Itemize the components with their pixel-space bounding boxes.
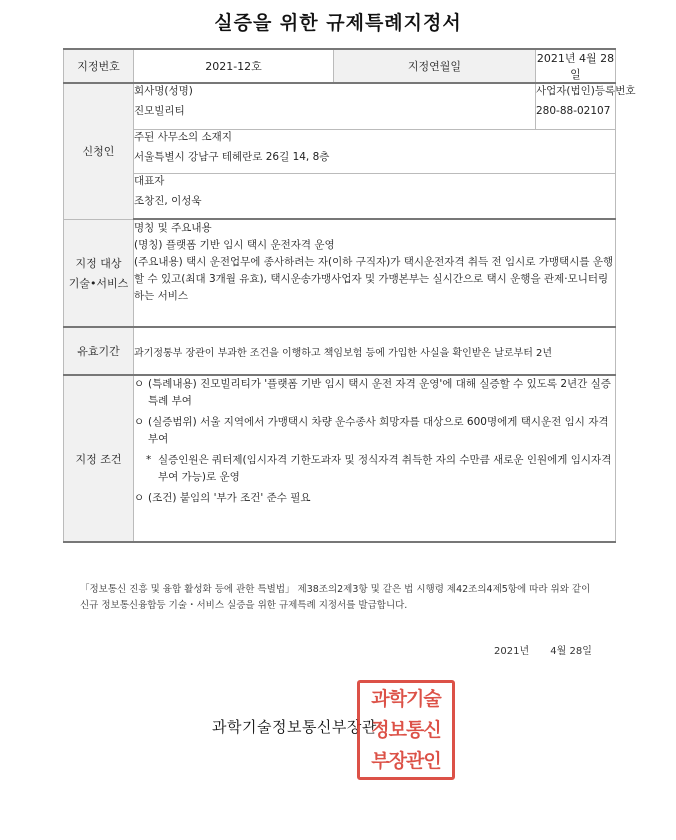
designation-no-value: 2021-12호 xyxy=(134,49,334,83)
target-label xyxy=(64,219,134,327)
target-content: (주요내용) 택시 운전업무에 종사하려는 자(이하 구직자)가 택시운전자격 취득 전 임시로 가맹택시를 운행할 수 있고(최대 3개월 유효), 택시운송가맹사업자 및 가맹본부는 실시간으로 택시 운행을 관제·모니터링하는 서비스 xyxy=(134,256,614,302)
condition-note xyxy=(146,452,615,486)
address-cell xyxy=(134,129,616,173)
seal-line-2: 정보통신 xyxy=(371,718,441,741)
target-label-line2: 기술•서비스 xyxy=(68,276,129,290)
bullet-mark: ㅇ xyxy=(134,416,145,428)
condition-item xyxy=(134,376,615,410)
conditions-cell xyxy=(134,375,616,542)
reg-no-cell xyxy=(536,83,636,129)
seal-line-1: 과학기술 xyxy=(371,687,441,710)
target-label-line1: 지정 대상 xyxy=(75,256,122,270)
legal-basis-text: 「정보통신 진흥 및 융합 활성화 등에 관한 특별법」 제38조의2제3항 및 같은 법 시행령 제42조의4제5항에 따라 위와 같이 신규 정보통신융합등 기술・서비스 실증을 위한 규제특례 지정서를 발급합니다. xyxy=(80,584,591,611)
reg-no-value: 280-88-02107 xyxy=(536,105,611,117)
condition-item xyxy=(134,490,615,507)
condition-item-text: (특례내용) 진모빌리티가 '플랫폼 기반 임시 택시 운전 자격 운영'에 대해 실증할 수 있도록 2년간 실증특례 부여 xyxy=(148,378,611,407)
target-heading: 명칭 및 주요내용 xyxy=(134,222,212,234)
issuer-name: 과학기술정보통신부장관 xyxy=(212,718,377,736)
company-value: 진모빌리티 xyxy=(134,105,185,117)
seal-line-3: 부장관인 xyxy=(371,750,441,773)
condition-item-text: (실증범위) 서울 지역에서 가맹택시 차량 운수종사 희망자를 대상으로 600명에게 택시운전 임시 자격 부여 xyxy=(148,416,609,445)
target-content-cell xyxy=(134,219,616,327)
designation-no-label: 지정번호 xyxy=(64,49,134,83)
condition-item xyxy=(134,414,615,448)
bullet-mark: ㅇ xyxy=(134,378,145,390)
address-label: 주된 사무소의 소재지 xyxy=(134,130,232,143)
issue-date-year: 2021년 xyxy=(494,646,530,657)
condition-item-text: (조건) 붙임의 '부가 조건' 준수 필요 xyxy=(148,492,311,504)
address-value: 서울특별시 강남구 테헤란로 26길 14, 8층 xyxy=(134,150,330,163)
page-title: 실증을 위한 규제특례지정서 xyxy=(214,12,462,34)
note-mark: * xyxy=(146,454,152,466)
company-label: 회사명(성명) xyxy=(134,85,193,97)
validity-label: 유효기간 xyxy=(64,327,134,375)
ceo-cell xyxy=(134,173,616,219)
condition-note-text: 실증인원은 쿼터제(임시자격 기한도과자 및 정식자격 취득한 자의 수만큼 새로운 인원에게 임시자격 부여 가능)로 운영 xyxy=(158,454,612,483)
reg-no-label: 사업자(법인)등록번호 xyxy=(536,85,636,97)
ceo-label: 대표자 xyxy=(134,174,165,187)
issue-date-month-day: 4월 28일 xyxy=(550,646,592,657)
issue-date xyxy=(494,642,610,657)
validity-text: 과기정통부 장관이 부과한 조건을 이행하고 책임보험 등에 가입한 사실을 확인받은 날로부터 2년 xyxy=(134,327,616,375)
designation-date-value: 2021년 4월 28일 xyxy=(536,49,616,83)
designation-table xyxy=(63,48,636,543)
ceo-value: 조창진, 이성욱 xyxy=(134,194,202,207)
company-cell xyxy=(134,83,536,129)
designation-date-label: 지정연월일 xyxy=(334,49,536,83)
target-name: (명칭) 플랫폼 기반 임시 택시 운전자격 운영 xyxy=(134,239,335,251)
bullet-mark: ㅇ xyxy=(134,492,145,504)
applicant-section-label: 신청인 xyxy=(64,83,134,219)
conditions-label: 지정 조건 xyxy=(64,375,134,542)
official-seal xyxy=(357,680,455,780)
